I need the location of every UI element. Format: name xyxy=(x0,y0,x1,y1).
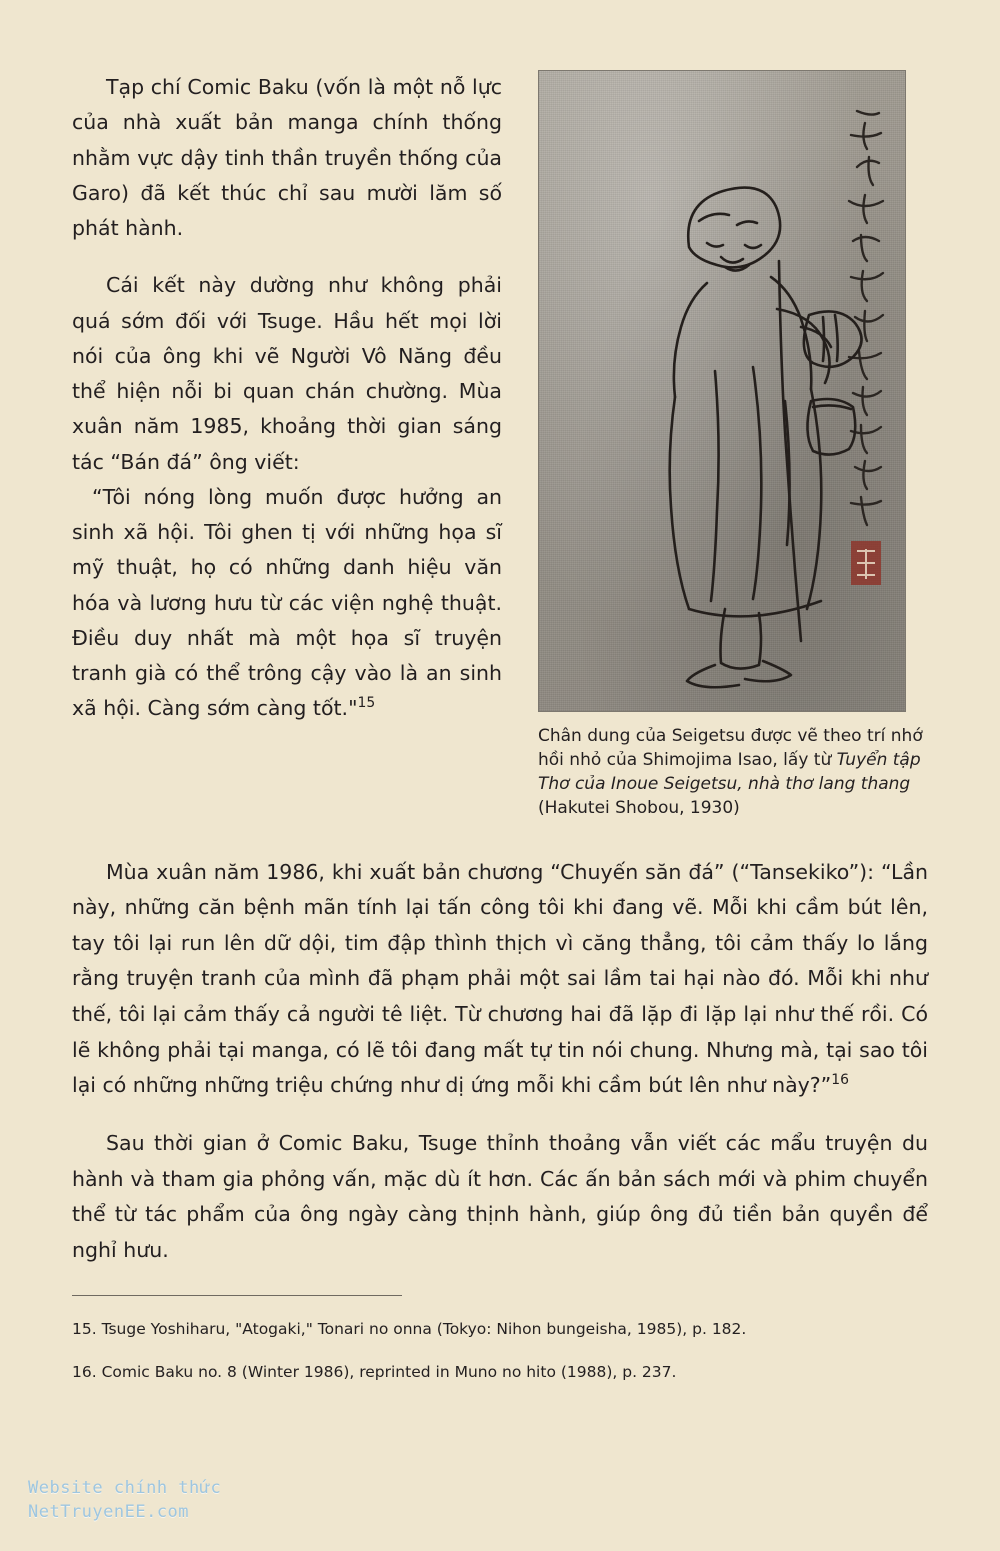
watermark xyxy=(28,1476,221,1525)
figure xyxy=(538,70,928,821)
body-paragraph-2: Sau thời gian ở Comic Baku, Tsuge thỉnh thoảng vẫn viết các mẩu truyện du hành và tham gia phỏng vấn, mặc dù ít hơn. Các ấn bản sách mới và phim chuyển thể từ tác phẩm của ông ngày càng thịnh hành, giúp ông đủ tiền bản quyền để nghỉ hưu. xyxy=(72,1131,928,1263)
top-section xyxy=(72,70,928,821)
paragraph-2: Cái kết này dường như không phải quá sớm đối với Tsuge. Hầu hết mọi lời nói của ông khi vẽ Người Vô Năng đều thể hiện nỗi bi quan chán chường. Mùa xuân năm 1985, khoảng thời gian sáng tác “Bán đá” ông viết: xyxy=(72,273,502,474)
footnote-separator xyxy=(72,1295,402,1296)
figure-caption xyxy=(538,724,928,821)
figure-column xyxy=(538,70,928,821)
footnote-marker-15: 15 xyxy=(357,695,376,712)
body-paragraph-1 xyxy=(72,855,928,1105)
portrait-drawing-icon xyxy=(539,71,905,711)
block-quote xyxy=(72,480,502,727)
seigetsu-portrait-image xyxy=(538,70,906,712)
watermark-line-1: Website chính thức xyxy=(28,1477,222,1498)
footnote-marker-16: 16 xyxy=(831,1072,850,1089)
paragraph-1: Tạp chí Comic Baku (vốn là một nỗ lực của nhà xuất bản manga chính thống nhằm vực dậy tinh thần truyền thống của Garo) đã kết thúc chỉ sau mười lăm số phát hành. xyxy=(72,75,502,240)
footnote-15: 15. Tsuge Yoshiharu, "Atogaki," Tonari no onna (Tokyo: Nihon bungeisha, 1985), p. 182. xyxy=(72,1319,747,1338)
footnotes xyxy=(72,1318,928,1385)
block-quote-text: “Tôi nóng lòng muốn được hưởng an sinh xã hội. Tôi ghen tị với những họa sĩ mỹ thuật, họ có những danh hiệu văn hóa và lương hưu từ các viện nghệ thuật. Điều duy nhất mà một họa sĩ truyện tranh già có thể trông cậy vào là an sinh xã hội. Càng sớm càng tốt." xyxy=(72,484,502,721)
body-paragraph-1-text: Mùa xuân năm 1986, khi xuất bản chương “Chuyến săn đá” (“Tansekiko”): “Lần này, những căn bệnh mãn tính lại tấn công tôi khi đang vẽ. Mỗi khi cầm bút lên, tay tôi lại run lên dữ dội, tim đập thình thịch vì căng thẳng, tôi cảm thấy lo lắng rằng truyện tranh của mình đã phạm phải một sai lầm tai hại nào đó. Mỗi khi như thế, tôi lại cảm thấy cả người tê liệt. Từ chương hai đã lặp đi lặp lại như thế rồi. Có lẽ không phải tại manga, có lẽ tôi đang mất tự tin nói chung. Nhưng mà, tại sao tôi lại có những những triệu chứng như dị ứng mỗi khi cầm bút lên như này?” xyxy=(72,859,928,1098)
left-text-column xyxy=(72,70,502,749)
body-section xyxy=(72,821,928,1269)
watermark-line-2: NetTruyenEE.com xyxy=(28,1502,190,1523)
figure-caption-title: Tuyển tập Thơ của Inoue Seigetsu, nhà thơ lang thang xyxy=(538,750,921,795)
figure-caption-part1: Chân dung của Seigetsu được vẽ theo trí nhớ hồi nhỏ của Shimojima Isao, lấy từ xyxy=(538,726,923,771)
footnote-16: 16. Comic Baku no. 8 (Winter 1986), reprinted in Muno no hito (1988), p. 237. xyxy=(72,1362,677,1381)
figure-caption-part2: (Hakutei Shobou, 1930) xyxy=(538,798,740,819)
